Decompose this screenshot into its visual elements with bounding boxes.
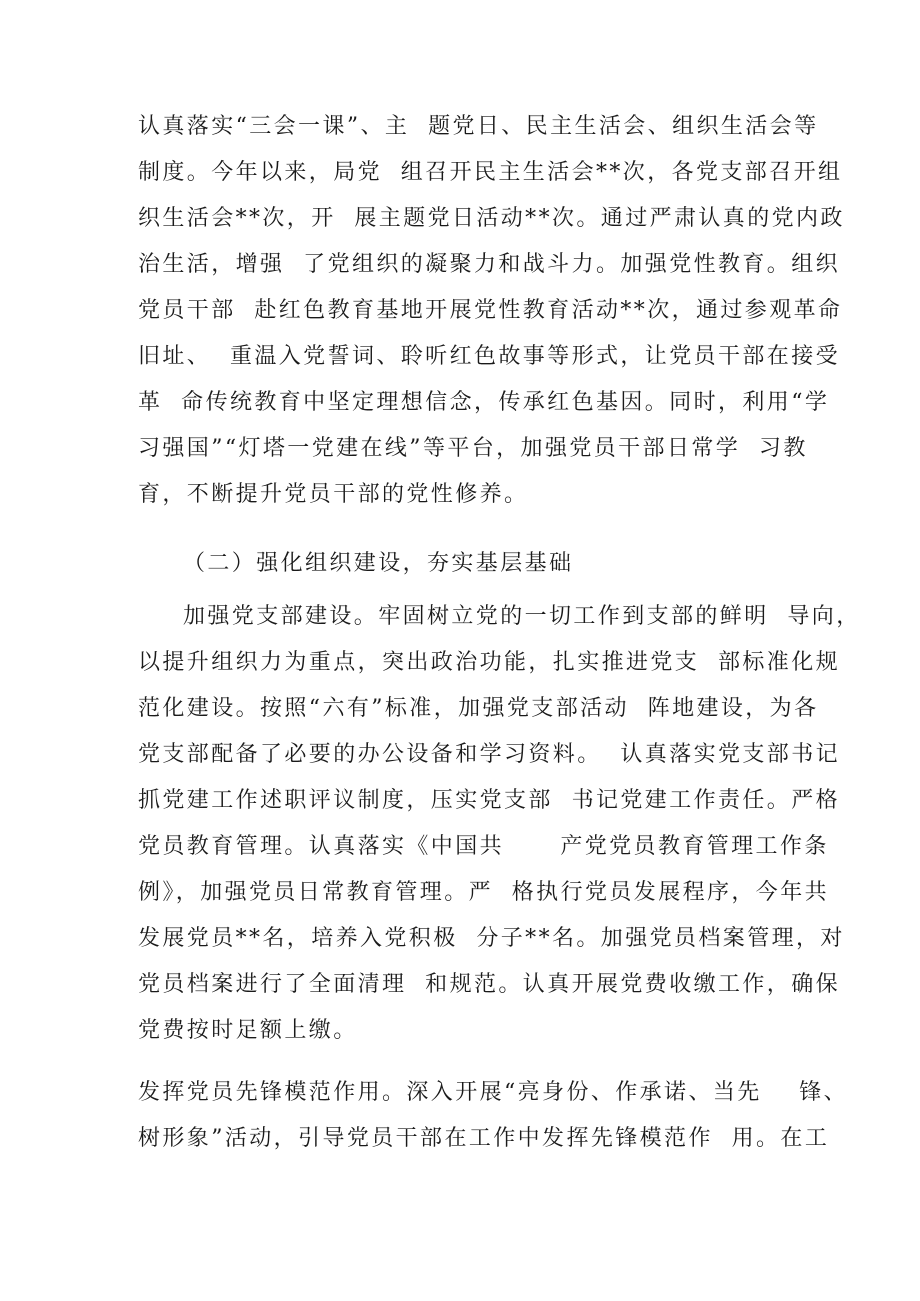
- paragraph-line: 革 命传统教育中坚定理想信念，传承红色基因。同时，利用“学: [138, 390, 830, 415]
- paragraph-line: 认真落实“三会一课”、主 题党日、民主生活会、组织生活会等: [138, 114, 819, 139]
- section-heading: （二）强化组织建设，夯实基层基础: [183, 551, 574, 576]
- paragraph-line: 育，不断提升党员干部的党性修养。: [138, 482, 529, 507]
- paragraph-line: 党费按时足额上缴。: [138, 1018, 358, 1043]
- paragraph-line: 习强国”“灯塔一党建在线”等平台，加强党员干部日常学 习教: [138, 436, 808, 461]
- paragraph-line: 发挥党员先锋模范作用。深入开展“亮身份、作承诺、当先 锋、: [138, 1080, 849, 1105]
- paragraph-line: 党员教育管理。认真落实《中国共 产党党员教育管理工作条: [138, 834, 829, 859]
- paragraph-line: 党员干部 赴红色教育基地开展党性教育活动**次，通过参观革命: [138, 298, 843, 323]
- paragraph-line: 加强党支部建设。牢固树立党的一切工作到支部的鲜明 导向，: [183, 604, 861, 629]
- paragraph-line: 制度。今年以来，局党 组召开民主生活会**次，各党支部召开组: [138, 160, 843, 185]
- paragraph-line: 党员档案进行了全面清理 和规范。认真开展党费收缴工作，确保: [138, 972, 840, 997]
- paragraph-line: 以提升组织力为重点，突出政治功能，扎实推进党支 部标准化规: [138, 650, 840, 675]
- paragraph-line: 发展党员**名，培养入党积极 分子**名。加强党员档案管理，对: [138, 926, 845, 951]
- paragraph-line: 例》，加强党员日常教育管理。严 格执行党员发展程序，今年共: [138, 880, 829, 905]
- paragraph-line: 抓党建工作述职评议制度，压实党支部 书记党建工作责任。严格: [138, 788, 840, 813]
- paragraph-line: 旧址、 重温入党誓词、聆听红色故事等形式，让党员干部在接受: [138, 344, 840, 369]
- paragraph-line: 织生活会**次，开 展主题党日活动**次。通过严肃认真的党内政: [138, 206, 845, 231]
- paragraph-line: 治生活，增强 了党组织的凝聚力和战斗力。加强党性教育。组织: [138, 252, 840, 277]
- paragraph-line: 党支部配备了必要的办公设备和学习资料。 认真落实党支部书记: [138, 742, 840, 767]
- paragraph-line: 树形象”活动，引导党员干部在工作中发挥先锋模范作 用。在工: [138, 1126, 830, 1151]
- paragraph-line: 范化建设。按照“六有”标准，加强党支部活动 阵地建设，为各: [138, 696, 819, 721]
